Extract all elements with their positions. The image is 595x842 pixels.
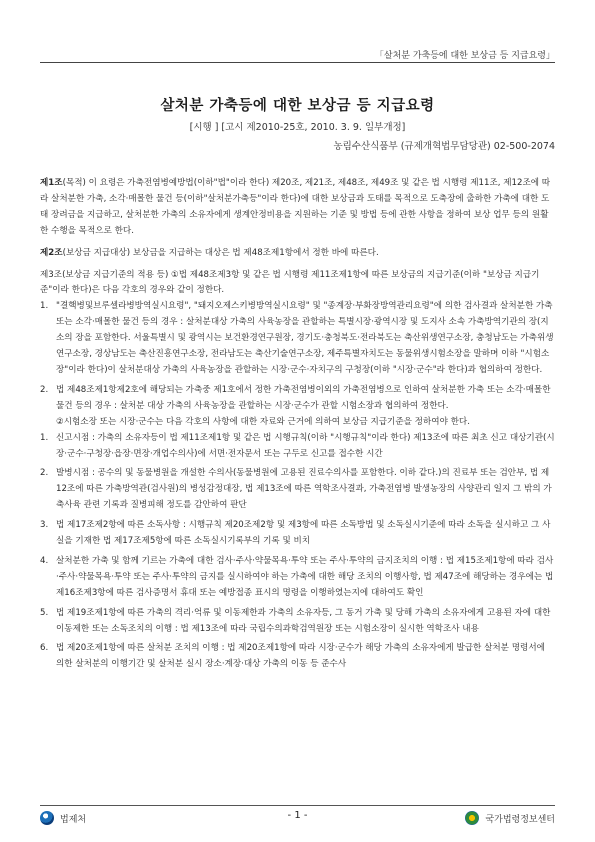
item-number: 2. [40, 468, 49, 479]
document-subtitle: [시행 ] [고시 제2010-25호, 2010. 3. 9. 일부개정] [189, 122, 406, 133]
item-number: 5. [40, 607, 49, 618]
list-item [40, 299, 555, 379]
footer-right-label: 국가법령정보센터 [485, 814, 555, 825]
item-text: 살처분한 가축 및 함께 기르는 가축에 대한 검사·주사·약물목욕·투약 또는 주사·투약의 금지조치의 이행 : 법 제15조제1항에 따라 검사·주사·약물목욕·투약 또는 주사·투약의 금지를 실시하여야 하는 가축에 대한 해당 조치의 이행사항, 법 제47조에 해당하는 경우에는 법 제16조제3항에 따른 검사증명서 휴대 또는 예방접종 표시의 명령을 이행하였는지에 대하여도 확인 [56, 555, 554, 598]
page-number: - 1 - [287, 810, 308, 821]
article-heading: 제2조 [40, 247, 63, 258]
ministry-contact: 농림수산식품부 (규제개혁법무담당관) 02-500-2074 [333, 141, 555, 152]
item-number: 1. [40, 432, 49, 443]
item-number: 2. [40, 384, 49, 395]
header-divider [40, 62, 555, 63]
footer-right [465, 811, 555, 825]
item-number: 3. [40, 520, 49, 531]
item-text: 법 제20조제1항에 따른 살처분 조치의 이행 : 법 제20조제1항에 따라 시장·군수가 해당 가축의 소유자에게 발급한 살처분 명령서에 의한 살처분의 이행기간 및 살처분 실시 장소·계장·대상 가축의 이동 등 준수사 [56, 643, 545, 670]
list-item [40, 606, 555, 638]
article-1 [40, 176, 555, 240]
list-item [40, 518, 555, 550]
header-document-tag: 「살처분 가축등에 대한 보상금 등 지급요령」 [374, 51, 555, 61]
document-title: 살처분 가축등에 대한 보상금 등 지급요령 [160, 98, 435, 114]
article-heading: 제1조 [40, 178, 63, 188]
item-number: 4. [40, 555, 49, 566]
list-item [40, 466, 555, 514]
item-text: 발병시점 : 공수의 및 동물병원을 개설한 수의사(동물병원에 고용된 진료수의사를 포함한다. 이하 같다.)의 진료부 또는 검안부, 법 제12조에 따른 가축방역관(검사원)의 병성감정대장, 법 제13조에 따른 역학조사결과, 가축전염병 발생농장의 사양관리 일지 그 밖의 가축사육 관련 기록과 질병피해 정도를 감안하여 판단 [56, 468, 552, 511]
article-text: (보상금 지급기준의 적용 등) ①법 제48조제3항 및 같은 법 시행령 제11조제1항에 따른 보상금의 지급기준(이하 "보상금 지급기준"이라 한다)은 다음 각호의 경우와 같이 정한다. [40, 269, 540, 296]
article-3 [40, 268, 555, 300]
item-text: 신고시점 : 가축의 소유자등이 법 제11조제1항 및 같은 법 시행규칙(이하 "시행규칙"이라 한다) 제13조에 따른 최초 신고 대상기관(시장·군수·구청장·읍장·면장·개업수의사)에 서면·전자문서 또는 구두로 신고를 접수한 시간 [56, 432, 555, 459]
item-number: 1. [40, 301, 49, 312]
article-heading: 제3조 [40, 269, 63, 280]
paragraph-2: ②시험소장 또는 시장·군수는 다음 각호의 사항에 대한 자료와 근거에 의하여 보상금 지급기준을 정하여야 한다. [56, 416, 470, 427]
item-text: 법 제17조제2항에 따른 소독사항 : 시행규칙 제20조제2항 및 제3항에 따른 소독방법 및 소독실시기준에 따라 소독을 실시하고 그 사실을 기재한 법 제17조제5항에 따른 소독실시기록부의 기록 및 비치 [56, 520, 551, 547]
list-item [40, 431, 555, 463]
item-text: 법 제48조제1항제2호에 해당되는 가축중 제1호에서 정한 가축전염병이외의 가축전염병으로 인하여 살처분한 가축 또는 소각·매몰한 물건 등의 경우 : 살처분 대상 가축의 사육농장을 관할하는 시장·군수가 관할 시험소장과 협의하여 정한다. [56, 384, 551, 411]
article-2 [40, 246, 555, 262]
article-text: (목적) 이 요령은 가축전염병예방법(이하"법"이라 한다) 제20조, 제21조, 제48조, 제49조 및 같은 법 시행령 제11조, 제12조에 따라 살처분한 가축, 소각·매몰한 물건 등(이하"살처분가축등"이라 한다)에 대한 보상금과 도태를 목적으로 도축장에 출하한 가축에 대한 도태 장려금을 지급하고, 살처분한 가축의 소유자에게 생계안정비용을 지원하는 기준 및 방법 등에 관한 사항을 정하여 보상 업무 등의 원활한 수행을 목적으로 한다. [40, 178, 551, 236]
article-text: (보상금 지급대상) 보상금을 지급하는 대상은 법 제48조제1항에서 정한 바에 따른다. [62, 247, 379, 258]
document-body [40, 176, 555, 673]
list-item [40, 383, 555, 415]
item-text: 법 제19조제1항에 따른 가축의 격리·억류 및 이동제한과 가축의 소유자등, 그 동거 가축 및 당해 가축의 소유자에게 고용된 자에 대한 이동제한 또는 소독조치의 이행 : 법 제13조에 따라 국립수의과학검역원장 또는 시험소장이 실시한 역학조사 내용 [56, 607, 551, 634]
footer-left-label: 법제처 [60, 814, 87, 825]
item-text: "결핵병및브루셀라병방역실시요령", "돼지오제스키병방역실시요령" 및 "종계장·부화장방역관리요령"에 의한 검사결과 살처분한 가축 또는 소각·매몰한 물건 등의 경우 : 살처분대상 가축의 사육농장을 관할하는 특별시장·광역시장 및 도지사 소속 가축방역기관의 장(지소의 장을 포함한다. 서울특별시 및 광역시는 보건환경연구원장, 경기도·충청북도·전라북도는 축산위생연구소장, 충청남도는 가축위생연구소장, 경상남도는 축산진흥연구소장, 전라남도는 축산기술연구소장, 제주특별자치도는 동물위생시험소장을 말하며 이하 "시험소장"이라 한다)이 살처분대상 가축의 사육농장을 관할하는 시장·군수·자치구의 구청장(이하 "시장·군수"라 한다)과 협의하여 정한다. [56, 301, 554, 375]
item-number: 6. [40, 643, 49, 654]
law-center-logo-icon [465, 811, 479, 825]
list-item [40, 641, 555, 673]
footer-divider [40, 805, 555, 806]
list-item [40, 554, 555, 602]
